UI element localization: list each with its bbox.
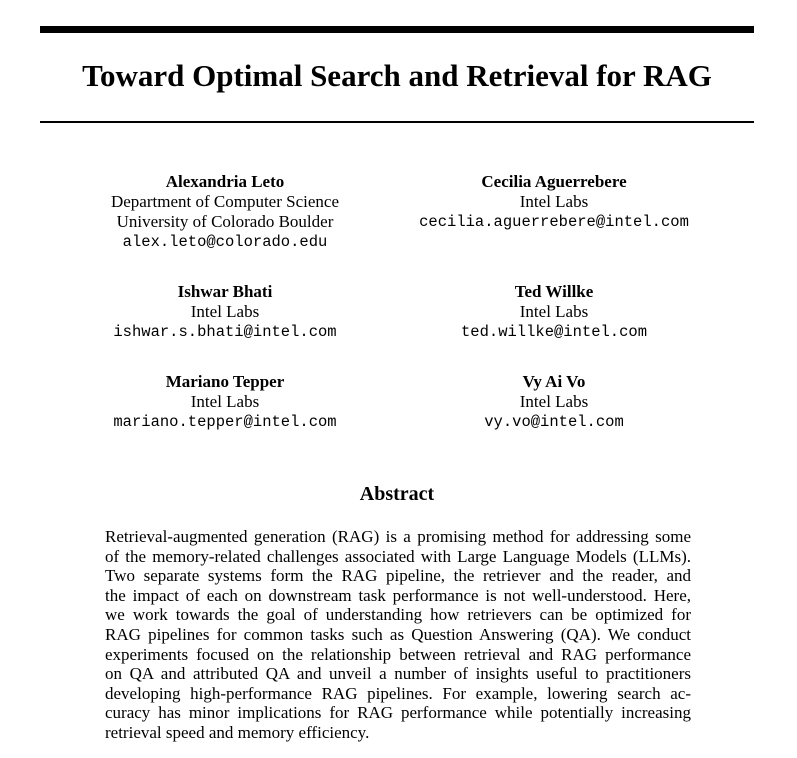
- abstract-line: on QA and attributed QA and unveil a number of insights useful to practitioners: [105, 664, 691, 684]
- abstract-line: we work towards the goal of understanding how retrievers can be optimized for: [105, 605, 691, 625]
- title-rule-bottom: [40, 121, 754, 123]
- author-affiliation: University of Colorado Boulder: [116, 212, 334, 231]
- title-rule-top: [40, 26, 754, 33]
- author-name: Alexandria Leto: [165, 172, 285, 191]
- author-name: Ted Willke: [514, 282, 594, 301]
- author-email: vy.vo@intel.com: [484, 413, 624, 431]
- author-name: Cecilia Aguerrebere: [481, 172, 627, 191]
- author-affiliation: Intel Labs: [190, 302, 260, 321]
- abstract-line: curacy has minor implications for RAG performance while potentially increasing: [105, 703, 691, 723]
- abstract-line: experiments focused on the relationship between retrieval and RAG performance: [105, 644, 691, 664]
- author-name: Ishwar Bhati: [177, 282, 273, 301]
- author-affiliation: Intel Labs: [190, 392, 260, 411]
- abstract-line: retrieval speed and memory efficiency.: [105, 722, 370, 742]
- paper-title: Toward Optimal Search and Retrieval for RAG: [82, 58, 712, 93]
- author-name: Vy Ai Vo: [522, 372, 586, 391]
- abstract-line: developing high-performance RAG pipelines. For example, lowering search ac-: [105, 683, 691, 703]
- author-email: cecilia.aguerrebere@intel.com: [419, 213, 689, 231]
- author-block: [394, 372, 714, 432]
- abstract-line: RAG pipelines for common tasks such as Question Answering (QA). We conduct: [105, 624, 691, 644]
- author-email: mariano.tepper@intel.com: [113, 413, 337, 431]
- author-affiliation: Intel Labs: [519, 302, 589, 321]
- author-name: Mariano Tepper: [165, 372, 285, 391]
- author-block: [65, 372, 385, 432]
- author-email: ted.willke@intel.com: [460, 323, 648, 341]
- author-email: alex.leto@colorado.edu: [122, 233, 328, 251]
- author-affiliation: Intel Labs: [519, 392, 589, 411]
- abstract-line: Retrieval-augmented generation (RAG) is a promising method for addressing some: [105, 527, 691, 546]
- abstract-heading: Abstract: [359, 483, 435, 505]
- abstract-line: Two separate systems form the RAG pipeline, the retriever and the reader, and: [105, 566, 691, 586]
- abstract-line: the impact of each on downstream task performance is not well-understood. Here,: [105, 585, 691, 605]
- abstract-line: of the memory-related challenges associated with Large Language Models (LLMs).: [105, 546, 691, 566]
- author-block: [65, 282, 385, 342]
- author-email: ishwar.s.bhati@intel.com: [113, 323, 337, 341]
- author-affiliation: Intel Labs: [519, 192, 589, 211]
- author-affiliation: Department of Computer Science: [110, 192, 339, 211]
- author-block: [394, 172, 714, 232]
- abstract-body: [105, 527, 691, 743]
- author-block: [65, 172, 385, 252]
- author-block: [394, 282, 714, 342]
